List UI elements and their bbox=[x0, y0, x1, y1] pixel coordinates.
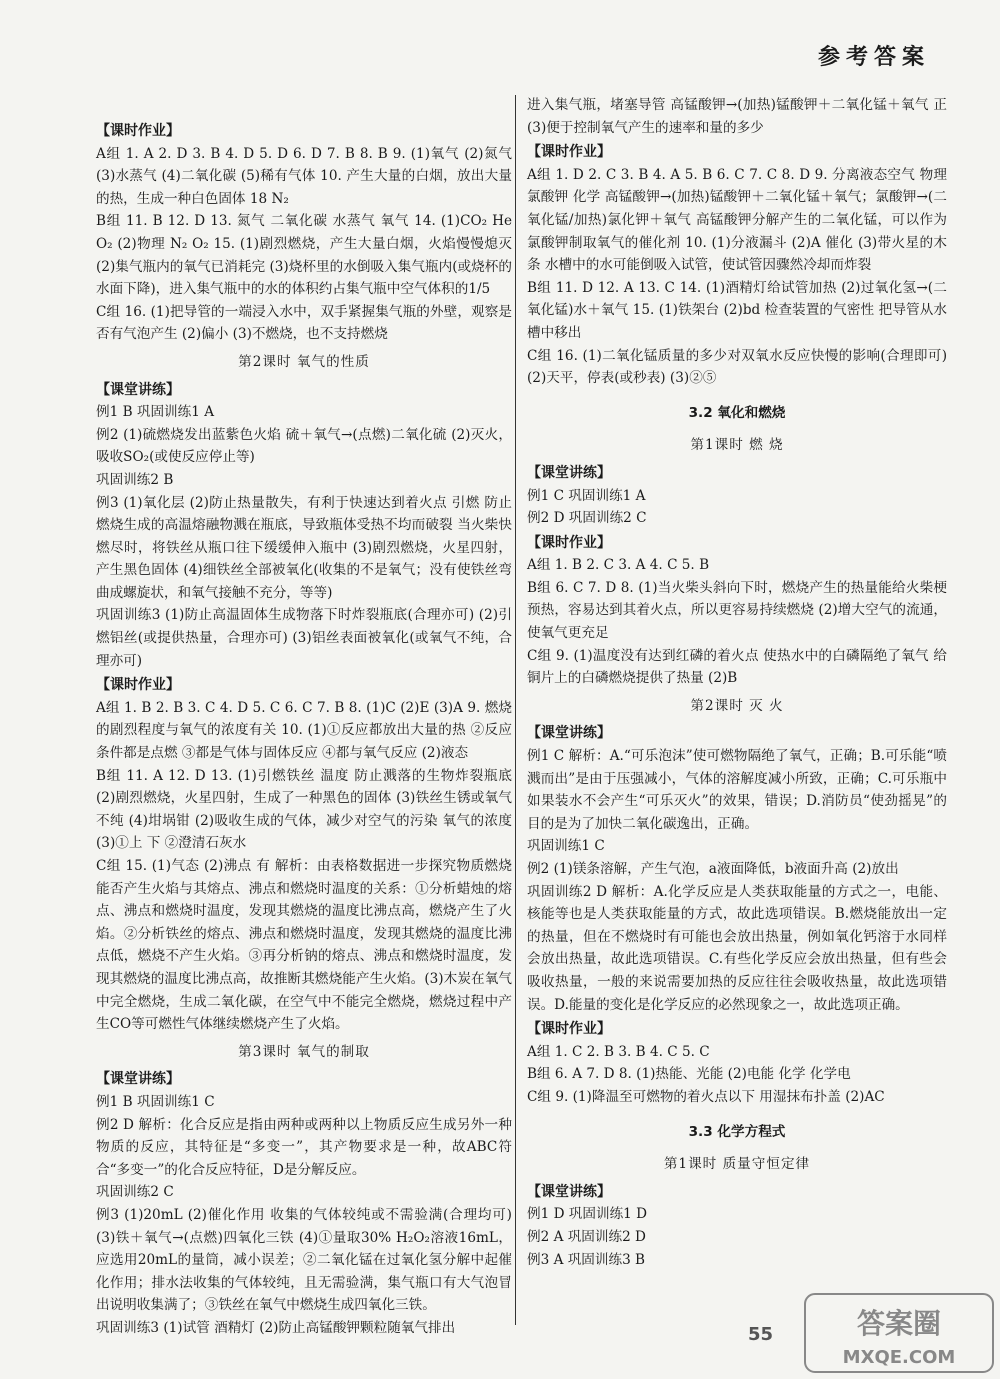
answer-paragraph: B组 6. A 7. D 8. (1)热能、光能 (2)电能 化学 化学电 bbox=[527, 1066, 851, 1083]
answer-paragraph: A组 1. D 2. C 3. B 4. A 5. B 6. C 7. C 8. D 9. 分离液态空气 物理 氯酸钾 化学 高锰酸钾→(加热)锰酸钾＋二氧化锰＋氧气；氯酸钾→(二氧化锰/加热)氯化钾＋氧气 高锰酸钾分解产生的二氧化锰，可以作为氯酸钾制取氧气的催化剂 10. (1)分液漏斗 (2)A 催化 (3)带火星的木条 水槽中的水可能倒吸入试管，使试管因骤然冷却而炸裂 bbox=[527, 166, 947, 274]
answer-paragraph: 巩固训练2 D 解析：A.化学反应是人类获取能量的方式之一，电能、核能等也是人类获取能量的方式，故此选项错误。B.燃烧能放出一定的热量，但在不燃烧时有可能也会放出热量，例如氧化钙溶于水同样会放出热量，故此选项错误。C.有些化学反应会放出热量，但有些会吸收热量，一般的来说需要加热的反应往往会吸收热量，故此选项错误。D.能量的变化是化学反应的必然现象之一，故此选项正确。 bbox=[527, 883, 947, 1013]
lesson-title: 第1课时 质量守恒定律 bbox=[663, 1156, 811, 1173]
section-heading: 【课堂讲练】 bbox=[527, 464, 611, 481]
answer-paragraph: 例1 C 巩固训练1 A bbox=[527, 487, 646, 504]
section-heading: 【课堂讲练】 bbox=[527, 725, 611, 742]
chapter-title: 3.3 化学方程式 bbox=[688, 1123, 786, 1140]
answer-paragraph: B组 11. B 12. D 13. 氮气 二氧化碳 水蒸气 氧气 14. (1)CO₂ He O₂ (2)物理 N₂ O₂ 15. (1)剧烈燃烧，产生大量白烟，火焰慢慢熄灭 (2)集气瓶内的氧气已消耗完 (3)烧杯里的水倒吸入集气瓶内(或烧杯的水面下降)，进入集气瓶中的水的体积约占集气瓶中空气体积的1/5 bbox=[96, 213, 512, 298]
answer-paragraph: 例1 B 巩固训练1 C bbox=[96, 1093, 215, 1110]
lesson-title: 第2课时 灭 火 bbox=[690, 697, 784, 714]
answer-paragraph: 例3 A 巩固训练3 B bbox=[527, 1251, 646, 1268]
watermark-logo bbox=[804, 1293, 994, 1373]
answer-paragraph: C组 9. (1)温度没有达到红磷的着火点 使热水中的白磷隔绝了氧气 给铜片上的白磷燃烧提供了热量 (2)B bbox=[527, 647, 947, 687]
answer-paragraph: 巩固训练3 (1)试管 酒精灯 (2)防止高锰酸钾颗粒随氧气排出 bbox=[96, 1319, 456, 1336]
lesson-title: 第1课时 燃 烧 bbox=[690, 437, 784, 454]
answer-paragraph: 例2 (1)硫燃烧发出蓝紫色火焰 硫＋氧气→(点燃)二氧化硫 (2)灭火，吸收SO₂(或使反应停止等) bbox=[96, 426, 512, 466]
lesson-title: 第2课时 氧气的性质 bbox=[238, 353, 370, 370]
answer-paragraph: A组 1. A 2. D 3. B 4. D 5. D 6. D 7. B 8. B 9. (1)氧气 (2)氮气 (3)水蒸气 (4)二氧化碳 (5)稀有气体 10. 产生大量的白烟，放出大量的热，生成一种白色固体 18 N₂ bbox=[96, 145, 512, 207]
lesson-title: 第3课时 氧气的制取 bbox=[238, 1043, 370, 1060]
left-column bbox=[96, 118, 512, 1339]
answer-paragraph: A组 1. C 2. B 3. B 4. C 5. C bbox=[527, 1043, 710, 1060]
section-heading: 【课时作业】 bbox=[527, 144, 611, 161]
page-number: 55 bbox=[748, 1324, 774, 1345]
answer-paragraph: B组 6. C 7. D 8. (1)当火柴头斜向下时，燃烧产生的热量能给火柴梗预热，容易达到其着火点，所以更容易持续燃烧 (2)增大空气的流通，使氧气更充足 bbox=[527, 579, 947, 642]
right-column bbox=[527, 94, 947, 1271]
answer-paragraph: 巩固训练2 B bbox=[96, 471, 174, 488]
column-divider bbox=[515, 95, 516, 1325]
answer-paragraph: C组 15. (1)气态 (2)沸点 有 解析：由表格数据进一步探究物质燃烧能否产生火焰与其熔点、沸点和燃烧时温度的关系：①分析蜡烛的熔点、沸点和燃烧时温度，发现其燃烧的温度比沸点高，燃烧产生了火焰。②分析铁丝的熔点、沸点和燃烧时温度，发现其燃烧的温度比沸点低，燃烧不产生火焰。③再分析钠的熔点、沸点和燃烧时温度，发现其燃烧的温度比沸点高，故推断其燃烧能产生火焰。(3)木炭在氧气中完全燃烧，生成二氧化碳，在空气中不能完全燃烧，燃烧过程中产生CO等可燃性气体继续燃烧产生了火焰。 bbox=[96, 858, 512, 1033]
answer-paragraph: 例2 A 巩固训练2 D bbox=[527, 1228, 646, 1245]
answer-paragraph: 例1 B 巩固训练1 A bbox=[96, 404, 215, 421]
watermark-line1: 答案圈 bbox=[856, 1307, 942, 1340]
answer-paragraph: 例2 D 巩固训练2 C bbox=[527, 510, 647, 527]
answer-paragraph: C组 9. (1)降温至可燃物的着火点以下 用湿抹布扑盖 (2)AC bbox=[527, 1088, 885, 1105]
section-heading: 【课堂讲练】 bbox=[96, 1071, 180, 1088]
watermark-line2: MXQE.COM bbox=[842, 1347, 956, 1368]
answer-paragraph: B组 11. D 12. A 13. C 14. (1)酒精灯给试管加热 (2)过氧化氢→(二氧化锰)水＋氧气 15. (1)铁架台 (2)bd 检查装置的气密性 把导管从水槽中移出 bbox=[527, 279, 947, 341]
answer-paragraph: C组 16. (1)二氧化锰质量的多少对双氧水反应快慢的影响(合理即可) (2)天平，停表(或秒表) (3)②⑤ bbox=[527, 347, 947, 387]
answer-paragraph: B组 11. A 12. D 13. (1)引燃铁丝 温度 防止溅落的生物炸裂瓶底 (2)剧烈燃烧，火星四射，生成了一种黑色的固体 (3)铁丝生锈或氧气不纯 (4)坩埚钳 (2)吸收生成的气体，减少对空气的污染 氧气的浓度 (3)①上 下 ②澄清石灰水 bbox=[96, 767, 512, 852]
answer-paragraph: A组 1. B 2. C 3. A 4. C 5. B bbox=[527, 557, 710, 574]
answer-paragraph: 进入集气瓶，堵塞导管 高锰酸钾→(加热)锰酸钾＋二氧化锰＋氧气 正 (3)便于控制氧气产生的速率和量的多少 bbox=[527, 97, 947, 136]
answer-paragraph: C组 16. (1)把导管的一端浸入水中，双手紧握集气瓶的外壁，观察是否有气泡产生 (2)偏小 (3)不燃烧，也不支持燃烧 bbox=[96, 303, 512, 343]
answer-paragraph: 巩固训练2 C bbox=[96, 1184, 174, 1201]
answer-paragraph: 例2 D 解析：化合反应是指由两种或两种以上物质反应生成另外一种物质的反应，其特征是“多变一”，其产物要求是一种，故ABC符合“多变一”的化合反应特征，D是分解反应。 bbox=[96, 1116, 512, 1178]
answer-paragraph: 巩固训练3 (1)防止高温固体生成物落下时炸裂瓶底(合理亦可) (2)引燃铝丝(或提供热量，合理亦可) (3)铝丝表面被氧化(或氧气不纯，合理亦可) bbox=[96, 607, 512, 669]
section-heading: 【课时作业】 bbox=[527, 534, 611, 551]
section-heading: 【课时作业】 bbox=[527, 1021, 611, 1038]
answer-paragraph: 例3 (1)氧化层 (2)防止热量散失，有利于快速达到着火点 引燃 防止燃烧生成的高温熔融物溅在瓶底，导致瓶体受热不均而破裂 当火柴快燃尽时，将铁丝从瓶口往下缓缓伸入瓶中 (3)剧烈燃烧，火星四射，产生黑色固体 (4)细铁丝全部被氧化(收集的不是氧气；没有使铁丝弯曲成螺旋状，和氧气接触不充分，等等) bbox=[96, 494, 512, 601]
answer-paragraph: 例3 (1)20mL (2)催化作用 收集的气体较纯或不需验满(合理均可) (3)铁＋氧气→(点燃)四氧化三铁 (4)①量取30% H₂O₂溶液16mL，应选用20mL的量筒，减小误差；②二氧化锰在过氧化氢分解中起催化作用；排水法收集的气体较纯，且无需验满，集气瓶口有大气泡冒出说明收集满了；③铁丝在氧气中燃烧生成四氧化三铁。 bbox=[96, 1206, 512, 1314]
answer-paragraph: 例1 D 巩固训练1 D bbox=[527, 1206, 648, 1223]
answer-paragraph: 巩固训练1 C bbox=[527, 838, 605, 855]
answer-paragraph: 例1 C 解析：A.“可乐泡沫”使可燃物隔绝了氧气，正确；B.可乐能“喷溅而出”是由于压强减小，气体的溶解度减小所致，正确；C.可乐瓶中如果装水不会产生“可乐灭火”的效果，错误；D.消防员“使劲摇晃”的目的是为了加快二氧化碳逸出，正确。 bbox=[527, 748, 947, 832]
chapter-title: 3.2 氧化和燃烧 bbox=[688, 404, 786, 421]
section-heading: 【课堂讲练】 bbox=[96, 381, 180, 398]
section-heading: 【课时作业】 bbox=[96, 123, 180, 139]
page-header: 参考答案 bbox=[817, 45, 930, 70]
section-heading: 【课时作业】 bbox=[96, 677, 180, 694]
section-heading: 【课堂讲练】 bbox=[527, 1183, 611, 1200]
answer-paragraph: A组 1. B 2. B 3. C 4. D 5. C 6. C 7. B 8. (1)C (2)E (3)A 9. 燃烧的剧烈程度与氧气的浓度有关 10. (1)①反应都放出大量的热 ②反应条件都是点燃 ③都是气体与固体反应 ④都与氧气反应 (2)液态 bbox=[96, 699, 512, 762]
answer-paragraph: 例2 (1)镁条溶解，产生气泡，a液面降低，b液面升高 (2)放出 bbox=[527, 861, 899, 877]
